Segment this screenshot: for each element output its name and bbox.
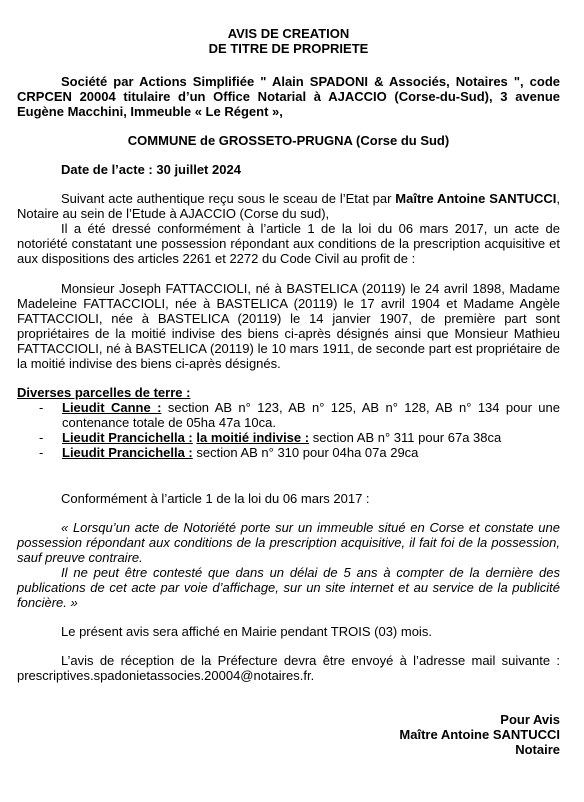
parcels-list [17, 400, 560, 460]
title-line-2: DE TITRE DE PROPRIETE [208, 41, 369, 56]
law-reference: Conformément à l’article 1 de la loi du 06 mars 2017 : [61, 491, 370, 506]
list-dash: - [39, 430, 44, 445]
parcel-description: section AB n° 310 pour 04ha 07a 29ca [192, 445, 419, 460]
notary-name: Maître Antoine SANTUCCI [395, 191, 557, 206]
law-quote-paragraph-2: Il ne peut être contesté que dans un délai de 5 ans à compter de la dernière des publications de cet acte par voie d’affichage, sur un site internet et au service de la publicité foncière. » [17, 565, 560, 610]
parcel-share: la moitié indivise : [196, 430, 310, 445]
signature-line-1: Pour Avis [500, 712, 560, 727]
reception-notice: L’avis de réception de la Préfecture devra être envoyé à l’adresse mail suivante : prescriptives.spadonietassocies.20004@notaires.fr. [17, 653, 560, 683]
parcels-title: Diverses parcelles de terre : [17, 385, 191, 400]
law-quote [17, 520, 560, 610]
commune-heading: COMMUNE de GROSSETO-PRUGNA (Corse du Sud) [127, 133, 450, 148]
list-item [17, 400, 560, 430]
para1-after: , Notaire au sein de l’Etude à AJACCIO (Corse du sud), [17, 191, 560, 221]
list-dash: - [39, 400, 44, 415]
title-line-1: AVIS DE CREATION [227, 26, 350, 41]
parcel-description: section AB n° 123, AB n° 125, AB n° 128, AB n° 134 pour une contenance totale de 05ha 47a 10ca. [62, 400, 561, 430]
signature-line-3: Notaire [515, 742, 560, 757]
list-item [17, 430, 560, 445]
owners-paragraph: Monsieur Joseph FATTACCIOLI, né à BASTELICA (20119) le 24 avril 1898, Madame Madeleine FATTACCIOLI, née à BASTELICA (20119) le 17 avril 1904 et Madame Angèle FATTACCIOLI, née à BASTELICA (20119) le 14 janvier 1907, de première part sont propriétaires de la moitié indivise des biens ci-après désignés ainsi que Monsieur Mathieu FATTACCIOLI, né à BASTELICA (20119) le 10 mars 1911, de seconde part est propriétaire de la moitié indivise des biens ci-après désignés. [17, 281, 560, 371]
signature-block [17, 712, 560, 757]
posting-notice: Le présent avis sera affiché en Mairie pendant TROIS (03) mois. [61, 624, 432, 639]
signature-line-2: Maître Antoine SANTUCCI [399, 727, 560, 742]
parcel-description: section AB n° 311 pour 67a 38ca [309, 430, 502, 445]
document-title [17, 26, 560, 56]
notoriety-act-paragraph: Il a été dressé conformément à l’article 1 de la loi du 06 mars 2017, un acte de notoriété constatant une possession répondant aux conditions de la prescription acquisitive et aux dispositions des articles 2261 et 2272 du Code Civil au profit de : [17, 221, 560, 266]
list-dash: - [39, 445, 44, 460]
act-date: Date de l’acte : 30 juillet 2024 [61, 162, 241, 177]
parcel-place: Lieudit Prancichella : [62, 445, 193, 460]
parcel-place: Lieudit Prancichella : [62, 430, 193, 445]
list-item [17, 445, 560, 460]
para1-before: Suivant acte authentique reçu sous le sceau de l’Etat par [61, 191, 396, 206]
parcel-place: Lieudit Canne : [62, 400, 162, 415]
document-page [17, 26, 560, 757]
authentic-act-paragraph [17, 191, 560, 221]
law-quote-paragraph-1: « Lorsqu’un acte de Notoriété porte sur un immeuble situé en Corse et constate une possession répondant aux conditions de la prescription acquisitive, il fait foi de la possession, sauf preuve contraire. [17, 520, 560, 565]
notary-office-intro: Société par Actions Simplifiée " Alain SPADONI & Associés, Notaires ", code CRPCEN 20004 titulaire d’un Office Notarial à AJACCIO (Corse-du-Sud), 3 avenue Eugène Macchini, Immeuble « Le Régent », [17, 74, 560, 119]
